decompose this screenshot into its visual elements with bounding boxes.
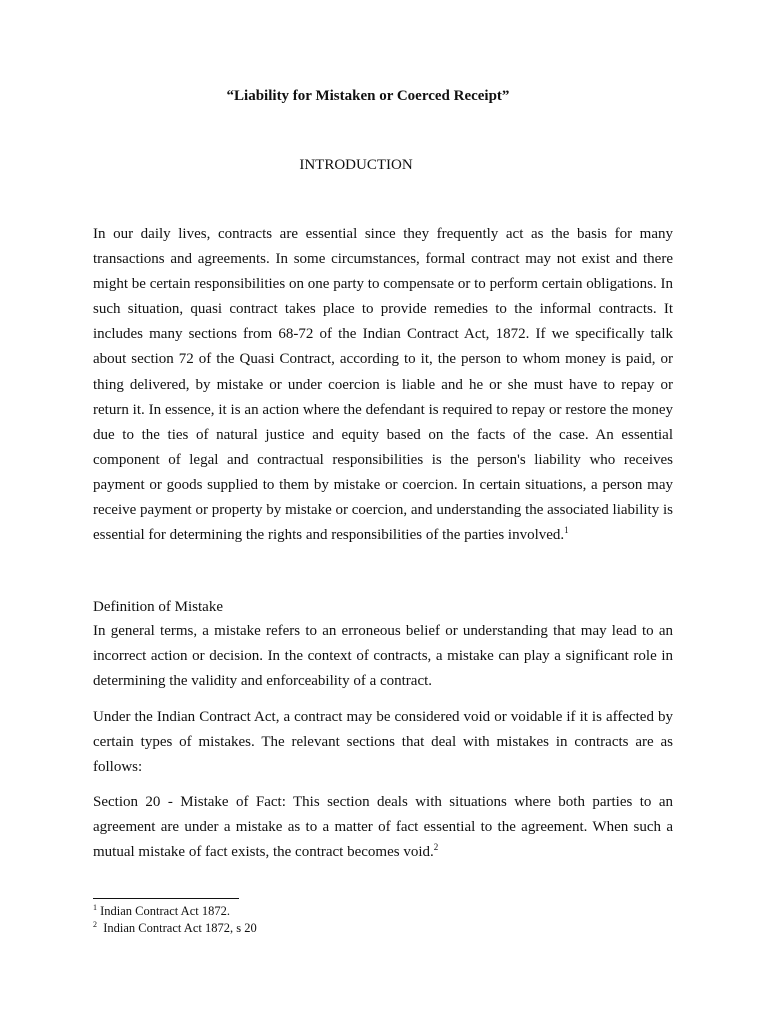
document-title: [0, 86, 768, 106]
footnotes: [93, 903, 257, 937]
intro-paragraph: [93, 222, 673, 548]
section-heading-text: INTRODUCTION: [299, 157, 413, 173]
definition-heading: Definition of Mistake: [93, 599, 223, 615]
intro-paragraph-text: In our daily lives, contracts are essential since they frequently act as the basis for many transactions and agreements. In some circumstances, formal contract may not exist and there might be certain responsibilities on one party to compensate or to perform certain obligations. In such situation, quasi contract takes place to provide remedies to the informal contracts. It includes many sections from 68-72 of the Indian Contract Act, 1872. If we specifically talk about section 72 of the Quasi Contract, according to it, the person to whom money is paid, or thing delivered, by mistake or under coercion is liable and he or she must have to repay or return it. In essence, it is an action where the defendant is required to repay or restore the money due to the ties of natural justice and equity based on the facts of the case. An essential component of legal and contractual responsibilities is the person's liability who receives payment or goods supplied to them by mistake or coercion. In certain situations, a person may receive payment or property by mistake or coercion, and understanding the associated liability is essential for determining the rights and responsibilities of the parties involved.: [93, 226, 673, 544]
footnote-divider: [93, 898, 239, 899]
footnote-item: [93, 903, 257, 920]
document-title-text: “Liability for Mistaken or Coerced Receipt”: [226, 88, 510, 104]
footnote-ref-2[interactable]: 2: [433, 842, 439, 853]
footnote-text: Indian Contract Act 1872, s 20: [97, 921, 257, 935]
footnote-ref-1[interactable]: 1: [564, 525, 569, 536]
definition-paragraph-2: Under the Indian Contract Act, a contract may be considered void or voidable if it is affected by certain types of mistakes. The relevant sections that deal with mistakes in contracts are as follows:: [93, 709, 673, 776]
section-heading-introduction: [0, 155, 768, 175]
footnote-text: Indian Contract Act 1872.: [97, 904, 230, 918]
footnote-number: 2: [93, 919, 97, 929]
definition-paragraph-3-text: Section 20 - Mistake of Fact: This section deals with situations where both parties to an agreement are under a mistake as to a matter of fact essential to the agreement. When such a mutual mistake of fact exists, the contract becomes void.: [93, 794, 673, 861]
definition-paragraph-3: [93, 790, 673, 865]
footnote-number: 1: [93, 902, 97, 912]
footnote-item: [93, 920, 257, 937]
definition-paragraph-1: In general terms, a mistake refers to an erroneous belief or understanding that may lead to an incorrect action or decision. In the context of contracts, a mistake can play a significant role in determining the validity and enforceability of a contract.: [93, 623, 673, 690]
